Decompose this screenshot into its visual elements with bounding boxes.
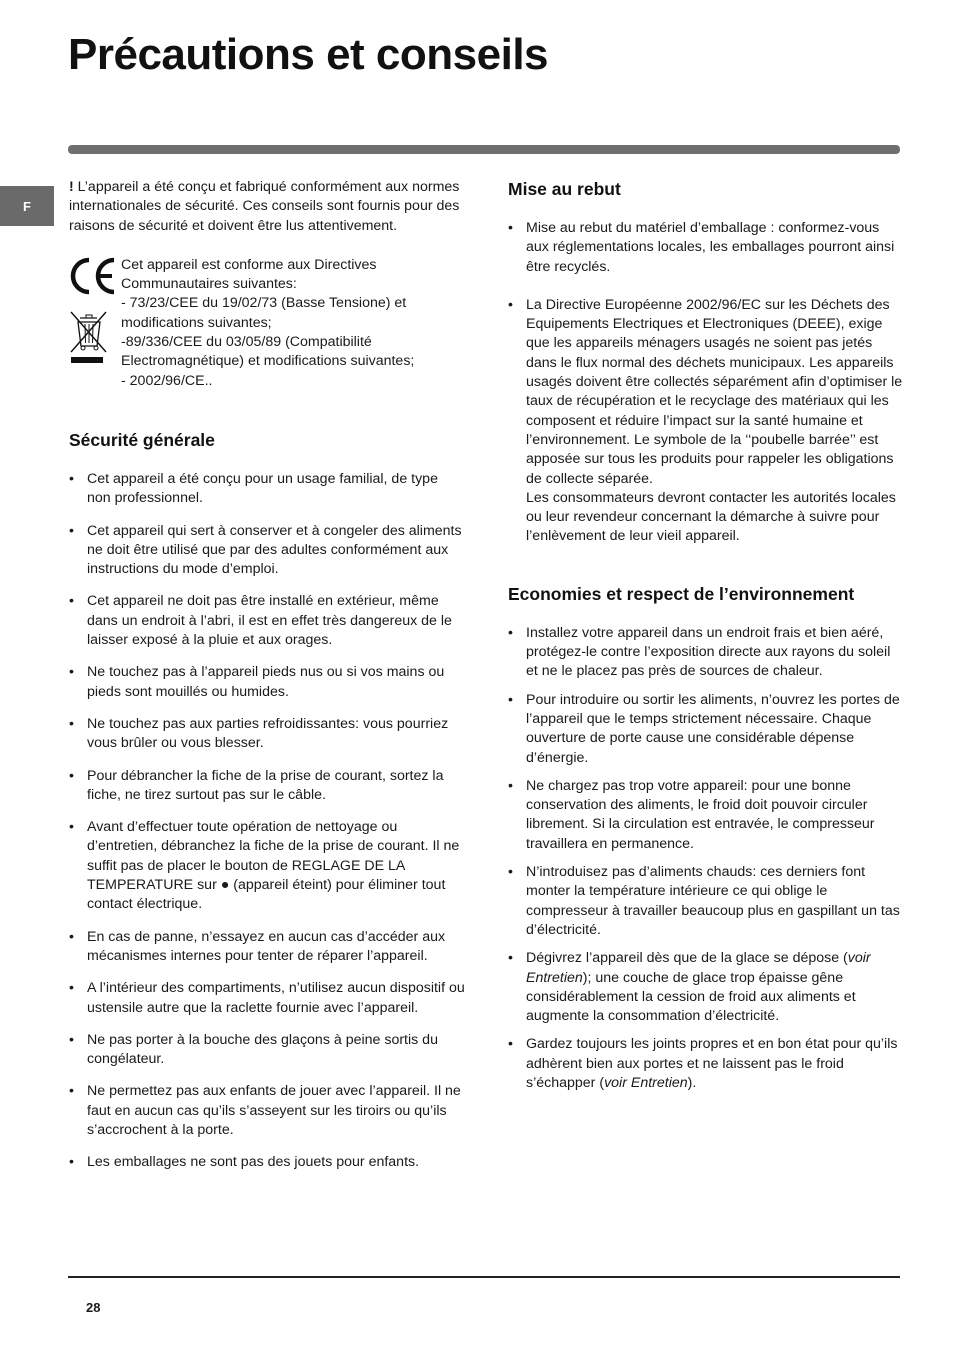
list-item: • Cet appareil a été conçu pour un usage familial, de type non professionnel. [69, 470, 438, 507]
list-item: • Ne touchez pas à l’appareil pieds nus ou si vos mains ou pieds sont mouillés ou humides. [69, 664, 445, 700]
right-column [508, 178, 904, 1093]
ce-line: - 73/23/CEE du 19/02/73 (Basse Tensione) et modifications suivantes; [121, 295, 407, 331]
ce-line: -89/336/CEE du 03/05/89 (Compatibilité Electromagnétique) et modifications suivantes; [121, 334, 415, 370]
list-item: • Cet appareil qui sert à conserver et à congeler des aliments ne doit être utilisé que par des adultes conformément aux instructions du mode d’emploi. [69, 522, 462, 578]
list-item: • Les emballages ne sont pas des jouets pour enfants. [69, 1154, 420, 1171]
list-item: • Ne touchez pas aux parties refroidissantes: vous pourriez vous brûler ou vous blesser. [69, 715, 449, 752]
rebut-list [508, 219, 904, 547]
securite-list [69, 470, 465, 1173]
section-heading-rebut: Mise au rebut [508, 179, 621, 199]
ce-mark-icon [69, 256, 119, 296]
list-item: • Avant d’effectuer toute opération de nettoyage ou d’entretien, débranchez la fiche de la prise de courant. Il ne suffit pas de placer le bouton de REGLAGE DE LA TEMPERATURE sur ● (appareil éteint) pour éliminer tout contact électrique. [69, 819, 460, 913]
list-item: • La Directive Européenne 2002/96/EC sur les Déchets des Equipements Electriques et Electroniques (DEEE), exige que les appareils ménagers usagés ne soient pas jetés dans le flux normal des déchets municipaux. Les appareils usagés doivent être collectés séparément afin d’optimiser le taux de récupération et le recyclage des matériaux qui les composent et réduire l’impact sur la santé humaine et l’environnement. Le symbole de la ‘‘poubelle barrée’’ est apposée sur tous les produits pour rappeler les obligations de collecte séparée. Les consommateurs devront contacter les autorités locales ou leur revendeur concernant la démarche à suivre pour l’enlèvement de leur vieil appareil. [508, 296, 903, 545]
list-item: • Mise au rebut du matériel d’emballage : conformez-vous aux réglementations locales, les emballages pourront ainsi être recyclés. [508, 220, 895, 275]
intro-paragraph [69, 178, 465, 236]
list-item: • N’introduisez pas d’aliments chauds: ces derniers font monter la température intérieure ce qui oblige le compresseur à travailler beaucoup plus en gaspillant un tas d’électricité. [508, 864, 900, 938]
intro-text: L’appareil a été conçu et fabriqué conformément aux normes internationales de sécurité. Ces conseils sont fournis pour des raisons de sécurité et doivent être lus attentivement. [69, 179, 460, 234]
compliance-icons [69, 256, 121, 391]
list-item: • Pour introduire ou sortir les aliments, n’ouvrez les portes de l’appareil que le temps strictement nécessaire. Chaque ouverture de porte cause une considérable dépense d’énergie. [508, 691, 900, 766]
list-item: • En cas de panne, n’essayez en aucun cas d’accéder aux mécanismes internes pour tenter de réparer l’appareil. [69, 928, 446, 964]
list-item: • Cet appareil ne doit pas être installé en extérieur, même dans un endroit à l’abri, il est en effet très dangereux de le laisser exposé à la pluie et aux orages. [69, 593, 452, 649]
ce-directives-text [121, 256, 465, 391]
ce-line: Cet appareil est conforme aux Directives Communautaires suivantes: [121, 256, 377, 293]
ce-compliance-block [69, 256, 465, 391]
crossed-bin-icon [69, 310, 109, 368]
section-heading-securite: Sécurité générale [69, 429, 215, 450]
list-item: • Installez votre appareil dans un endroit frais et bien aéré, protégez-le contre l’exposition directe aux rayons du soleil et ne le placez pas près de sources de chaleur. [508, 624, 891, 680]
language-tab: F [0, 186, 54, 226]
list-item: • Dégivrez l’appareil dès que de la glace se dépose (voir Entretien); une couche de glace trop épaisse gêne considérablement la cession de froid aux aliments et augmente la consommation d’électricité. [508, 950, 871, 1025]
list-item: • Pour débrancher la fiche de la prise de courant, sortez la fiche, ne tirez surtout pas sur le câble. [69, 767, 444, 803]
list-item: • Gardez toujours les joints propres et en bon état pour qu’ils adhèrent bien aux portes et ne laissent pas le froid s’échapper (voir Entretien). [508, 1036, 898, 1091]
page-title: Précautions et conseils [68, 30, 549, 79]
list-item: • Ne chargez pas trop votre appareil: pour une bonne conservation des aliments, le froid doit pouvoir circuler librement. Si la circulation est entravée, le compresseur travaillera en permanence. [508, 777, 875, 852]
page-number: 28 [86, 1300, 101, 1315]
top-divider [68, 145, 900, 154]
list-item: • A l’intérieur des compartiments, n’utilisez aucun dispositif ou ustensile autre que la raclette fournie avec l’appareil. [69, 980, 465, 1016]
list-item: • Ne permettez pas aux enfants de jouer avec l’appareil. Il ne faut en aucun cas qu’ils s’asseyent sur les tiroirs ou qu’ils s’accrochent à la porte. [69, 1083, 461, 1138]
left-column [69, 178, 465, 1173]
warning-mark: ! [69, 179, 74, 195]
footer-divider [68, 1276, 900, 1278]
section-heading-eco: Economies et respect de l’environnement [508, 583, 855, 604]
eco-list [508, 624, 904, 1094]
list-item: • Ne pas porter à la bouche des glaçons à peine sortis du congélateur. [69, 1031, 438, 1068]
ce-line: - 2002/96/CE.. [121, 372, 213, 389]
